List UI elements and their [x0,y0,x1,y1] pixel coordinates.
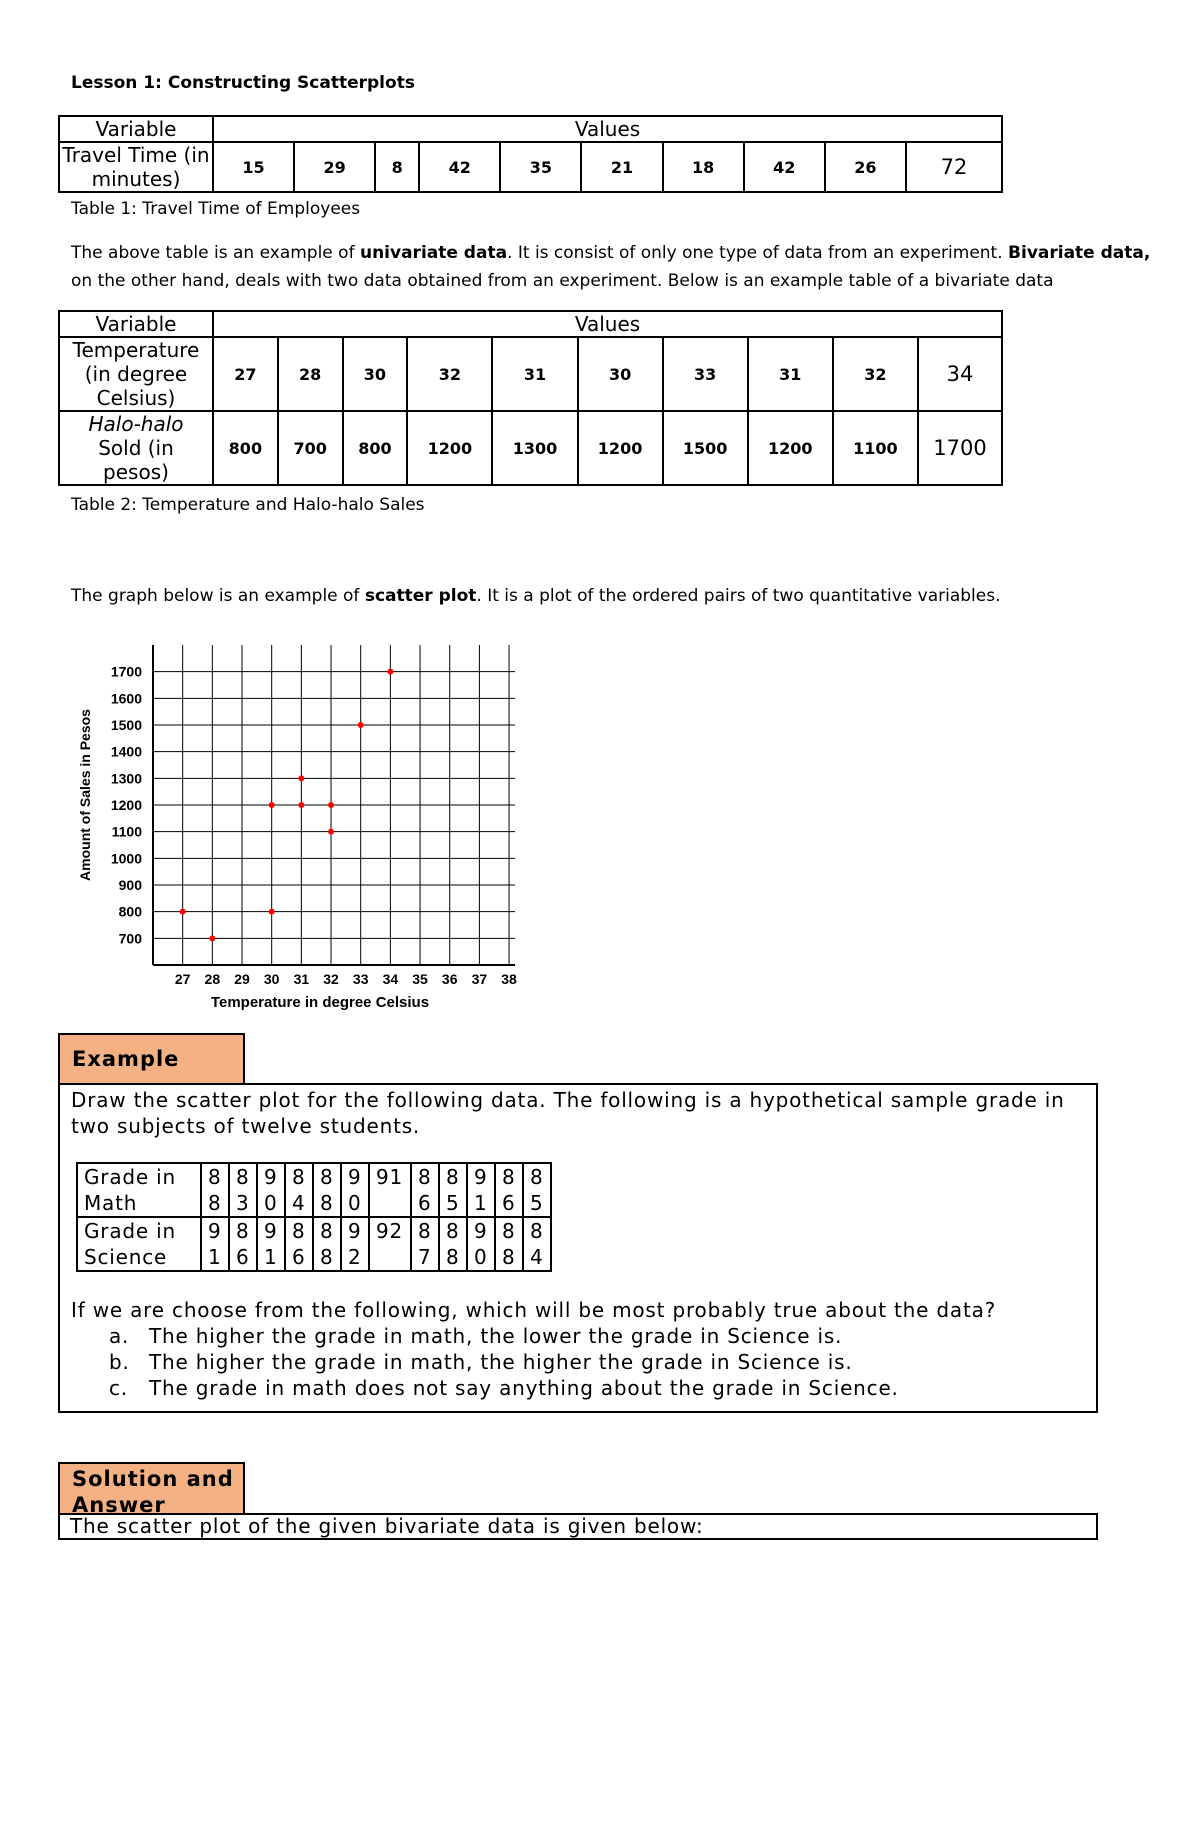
value-cell: 27 [213,337,278,411]
x-tick-label: 34 [382,971,399,987]
option-a: a. The higher the grade in math, the lower the grade in Science is. [109,1324,843,1348]
grade-cell: 91 [201,1217,229,1271]
data-point [358,722,364,728]
value-cell: 26 [825,142,906,192]
x-axis-label: Temperature in degree Celsius [210,994,430,1011]
y-tick-label: 700 [118,930,142,947]
value-cell: 32 [833,337,918,411]
example-intro: Draw the scatter plot for the following data. The following is a hypothetical sample grade in two subjects of twelve students. [71,1088,1065,1138]
data-point [387,669,393,675]
value-cell: 700 [278,411,343,485]
grade-cell: 90 [341,1163,369,1217]
value-cell: 42 [419,142,500,192]
y-tick-label: 1200 [110,797,142,813]
value-cell: 1100 [833,411,918,485]
grade-cell: 86 [411,1163,439,1217]
data-point [269,802,275,808]
data-point [180,909,186,915]
value-cell: 35 [500,142,581,192]
y-tick-label: 1700 [110,663,142,680]
values-header: Values [213,311,1002,337]
halohalo-label: Halo-halo Sold (in pesos) [59,411,213,485]
univariate-paragraph: The above table is an example of univariate data. It is consist of only one type of data from an experiment. Bivariate data, on the other hand, deals with two data obtained from an experiment. Below is an example table of a bivariate data [71,243,1151,291]
lesson-title: Lesson 1: Constructing Scatterplots [71,73,415,93]
value-cell: 1200 [578,411,663,485]
grade-cell: 88 [313,1163,341,1217]
y-tick-label: 1000 [110,850,142,867]
x-tick-label: 36 [441,971,458,987]
value-cell: 15 [213,142,294,192]
value-cell: 28 [278,337,343,411]
x-tick-label: 28 [204,971,221,987]
y-tick-label: 800 [118,903,142,920]
y-tick-label: 1600 [110,690,142,707]
temperature-sales-table [58,310,1003,486]
value-cell: 1300 [492,411,577,485]
value-cell: 32 [407,337,492,411]
value-cell: 30 [343,337,408,411]
math-label: Grade in Math [77,1163,201,1217]
value-cell: 34 [918,337,1002,411]
x-tick-label: 30 [263,971,280,987]
option-c: c. The grade in math does not say anything about the grade in Science. [109,1376,899,1400]
x-tick-label: 27 [174,971,191,987]
solution-label: Solution and Answer [58,1462,245,1515]
x-tick-label: 35 [412,971,428,987]
y-tick-label: 900 [118,877,142,893]
grade-cell: 88 [495,1217,523,1271]
example-label: Example [58,1033,245,1085]
grade-cell: 88 [439,1217,467,1271]
x-tick-label: 38 [501,971,517,987]
temperature-label: Temperature (in degree Celsius) [59,337,213,411]
y-tick-label: 1400 [110,743,142,760]
value-cell: 30 [578,337,663,411]
travel-time-label: Travel Time (in minutes) [59,142,213,192]
grade-cell: 90 [467,1217,495,1271]
value-cell: 8 [375,142,419,192]
data-point [298,802,304,808]
example-box [58,1083,1098,1413]
solution-text: The scatter plot of the given bivariate data is given below: [58,1513,1098,1540]
value-cell: 33 [663,337,748,411]
grade-cell: 91 [467,1163,495,1217]
x-tick-label: 33 [352,971,369,987]
table1-caption: Table 1: Travel Time of Employees [71,199,361,219]
scatter-paragraph: The graph below is an example of scatter plot. It is a plot of the ordered pairs of two quantitative variables. [71,586,1001,606]
value-cell: 1200 [407,411,492,485]
value-cell: 31 [748,337,833,411]
grade-cell: 86 [229,1217,257,1271]
grade-cell: 88 [313,1217,341,1271]
grade-cell: 90 [257,1163,285,1217]
grade-cell: 91 [369,1163,411,1217]
grade-cell: 84 [285,1163,313,1217]
variable-header: Variable [59,116,213,142]
value-cell: 1200 [748,411,833,485]
grade-cell: 85 [439,1163,467,1217]
y-tick-label: 1300 [110,770,142,787]
grade-cell: 85 [523,1163,551,1217]
grade-cell: 86 [495,1163,523,1217]
y-tick-label: 1100 [111,823,142,840]
x-tick-label: 32 [323,971,339,987]
y-tick-labels [111,664,142,947]
travel-time-table [58,115,1003,193]
x-tick-label: 37 [471,971,488,987]
grade-cell: 84 [523,1217,551,1271]
question-text: If we are choose from the following, which will be most probably true about the data? [71,1298,997,1322]
grade-cell: 88 [201,1163,229,1217]
grade-cell: 86 [285,1217,313,1271]
data-point [269,909,275,915]
values-header: Values [213,116,1002,142]
option-b: b. The higher the grade in math, the higher the grade in Science is. [109,1350,853,1374]
example-question [71,1297,1081,1401]
y-tick-label: 1500 [110,717,142,733]
value-cell: 72 [906,142,1002,192]
x-tick-labels [175,971,517,987]
value-cell: 1500 [663,411,748,485]
value-cell: 800 [343,411,408,485]
scatter-plot [60,635,530,1015]
value-cell: 42 [744,142,825,192]
variable-header: Variable [59,311,213,337]
data-point [209,935,215,941]
grades-table [76,1162,552,1272]
value-cell: 31 [492,337,577,411]
data-point [298,775,304,781]
grade-cell: 91 [257,1217,285,1271]
grade-cell: 92 [341,1217,369,1271]
grade-cell: 87 [411,1217,439,1271]
table2-caption: Table 2: Temperature and Halo-halo Sales [71,495,425,515]
grade-cell: 83 [229,1163,257,1217]
value-cell: 1700 [918,411,1002,485]
value-cell: 21 [581,142,662,192]
value-cell: 29 [294,142,375,192]
grade-cell: 92 [369,1217,411,1271]
data-point [328,829,334,835]
x-tick-label: 31 [293,971,310,987]
value-cell: 800 [213,411,278,485]
y-axis-label: Amount of Sales in Pesos [77,709,93,881]
data-point [328,802,334,808]
value-cell: 18 [663,142,744,192]
science-label: Grade in Science [77,1217,201,1271]
x-tick-label: 29 [234,971,250,987]
